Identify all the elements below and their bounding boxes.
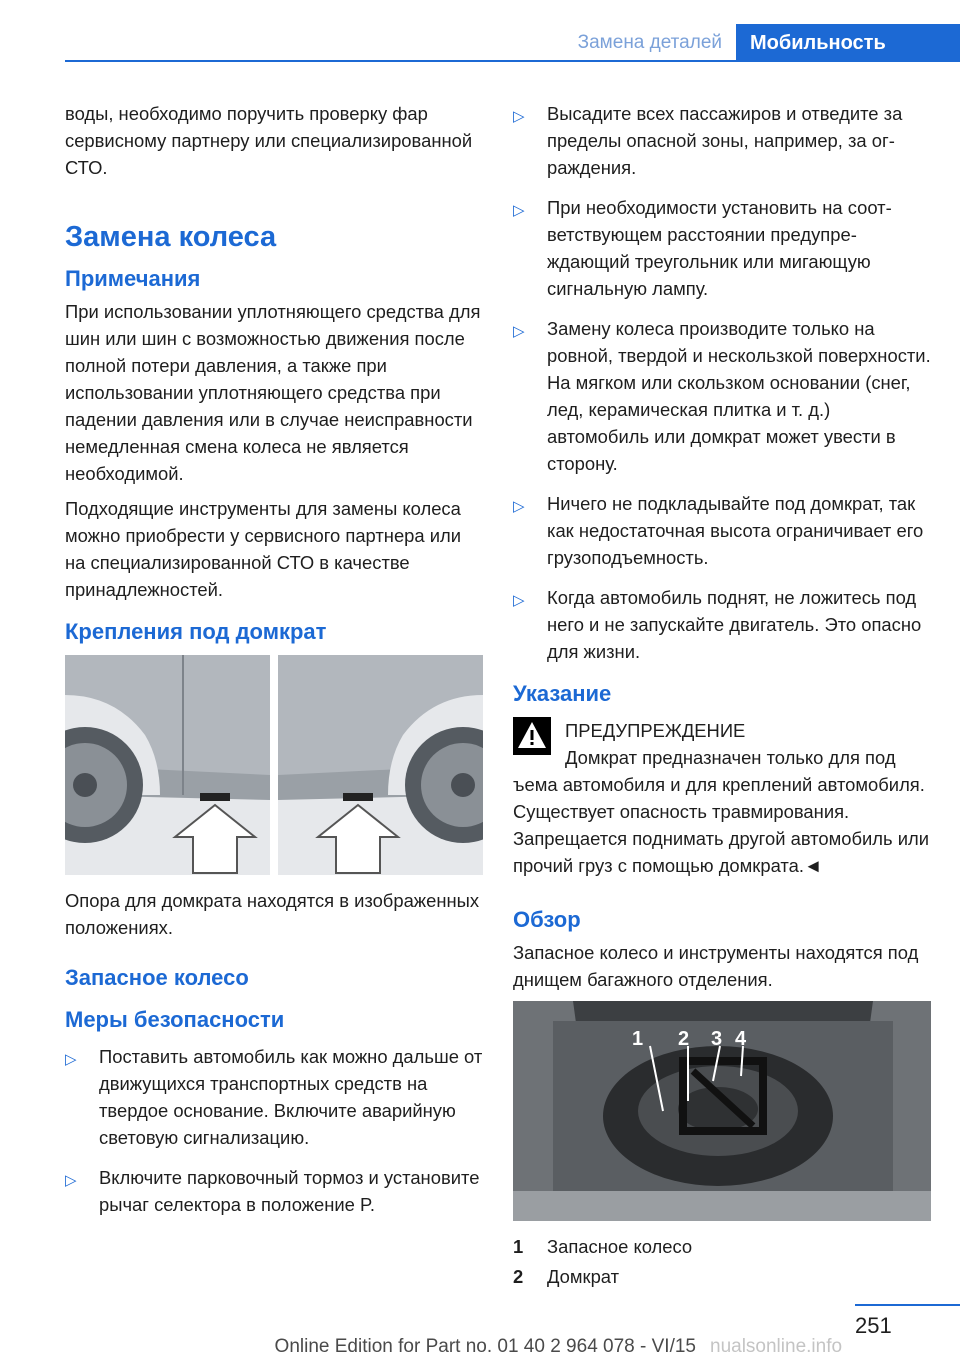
legend-item [513,1233,931,1260]
spare-wheel-illustration [513,1001,931,1221]
legend-number: 2 [513,1266,524,1287]
safety-list-right [513,100,931,665]
list-item: ▷ Ничего не подкладывайте под домкрат, так как недостаточная высота ограничивает его грузоподъемность. [513,493,924,568]
heading-safety-measures: Меры безопасности [65,1007,285,1032]
notes-paragraph-1: При использовании уплотняющего средства для шин или шин с возможностью движения после полной потери давления, а также при использовании уплотняющего средства при падении давления или в случае неисправности немедленная смена колеса не является необходимой. [65,301,481,484]
footer-watermark: nualsonline.info [710,1336,843,1357]
legend-item [513,1263,931,1290]
triangle-right-icon: ▷ [65,1051,77,1068]
warning-block [513,717,931,771]
list-item: ▷ Высадите всех пассажиров и отведите за пределы опасной зоны, например, за ограждения. [513,103,903,178]
list-item: ▷ При необходимости установить на соответствующем расстоянии предупреждающий треугольник или мигающую сигнальную лампу. [513,197,892,299]
jack-points-figure [65,655,483,875]
figure-label-2: 2 [678,1028,690,1050]
warning-text: ъема автомобиля и для креплений автомобиля. Существует опасность травмирования. Запрещается поднимать другой автомобиль или прочий груз с помощью домкрата.◄ [513,774,930,876]
heading-spare-wheel: Запасное колесо [65,965,249,990]
list-item: ▷ Замену колеса производите только на ровной, твердой и нескользкой поверхности. На мягком или скользком основании (снег, лед, керамическая плитка и т. д.) автомобиль или домкрат может увести в сторону. [513,318,931,474]
list-item: ▷ Когда автомобиль поднят, не ложитесь под него и не запускайте двигатель. Это опасно для жизни. [513,587,922,662]
heading-note: Указание [513,681,612,706]
figure-label-1: 1 [632,1028,644,1050]
list-item: ▷ Включите парковочный тормоз и установите рычаг селектора в положение P. [65,1167,480,1215]
footer-rule [855,1304,960,1306]
legend-text: Домкрат [547,1266,620,1287]
list-item: ▷ Поставить автомобиль как можно дальше от движущихся транспортных средств на твердое основание. Включите аварийную световую сигнализацию. [65,1046,483,1148]
heading-notes: Примечания [65,266,201,291]
triangle-right-icon: ▷ [513,592,525,609]
overview-paragraph: Запасное колесо и инструменты находятся под днищем багажного отделения. [513,942,919,990]
safety-list-left [65,1043,483,1218]
intro-paragraph: воды, необходимо поручить проверку фар сервисному партнеру или специализированной СТО. [65,103,473,178]
heading-wheel-change: Замена колеса [65,221,277,253]
heading-overview: Обзор [513,907,581,932]
triangle-right-icon: ▷ [513,108,525,125]
left-column [65,100,483,1231]
header-chapter-tab: Мобильность [736,24,960,62]
legend-number: 1 [513,1236,524,1257]
triangle-right-icon: ▷ [513,323,525,340]
legend-text: Запасное колесо [547,1236,693,1257]
jack-points-illustration [65,655,483,875]
jack-points-caption: Опора для домкрата находятся в изображенных положениях. [65,890,480,938]
footer-edition: Online Edition for Part no. 01 40 2 964 078 - VI/15 [274,1336,696,1357]
page-number: 251 [855,1313,892,1338]
triangle-right-icon: ▷ [513,202,525,219]
spare-wheel-figure [513,1001,931,1221]
notes-paragraph-2: Подходящие инструменты для замены колеса можно приобрести у сервисного партнера или на специализированной СТО в качестве принадлежностей. [65,498,462,600]
triangle-right-icon: ▷ [513,498,525,515]
warning-text-line-1: Домкрат предназначен только для под [565,747,896,768]
figure-label-3: 3 [711,1028,723,1050]
triangle-right-icon: ▷ [65,1172,77,1189]
warning-triangle-icon [513,717,551,755]
header-section-title: Замена деталей [577,32,722,53]
figure-label-4: 4 [735,1028,747,1050]
right-column [513,100,931,1293]
warning-title: ПРЕДУПРЕЖДЕНИЕ [565,720,746,741]
heading-jack-points: Крепления под домкрат [65,619,327,644]
